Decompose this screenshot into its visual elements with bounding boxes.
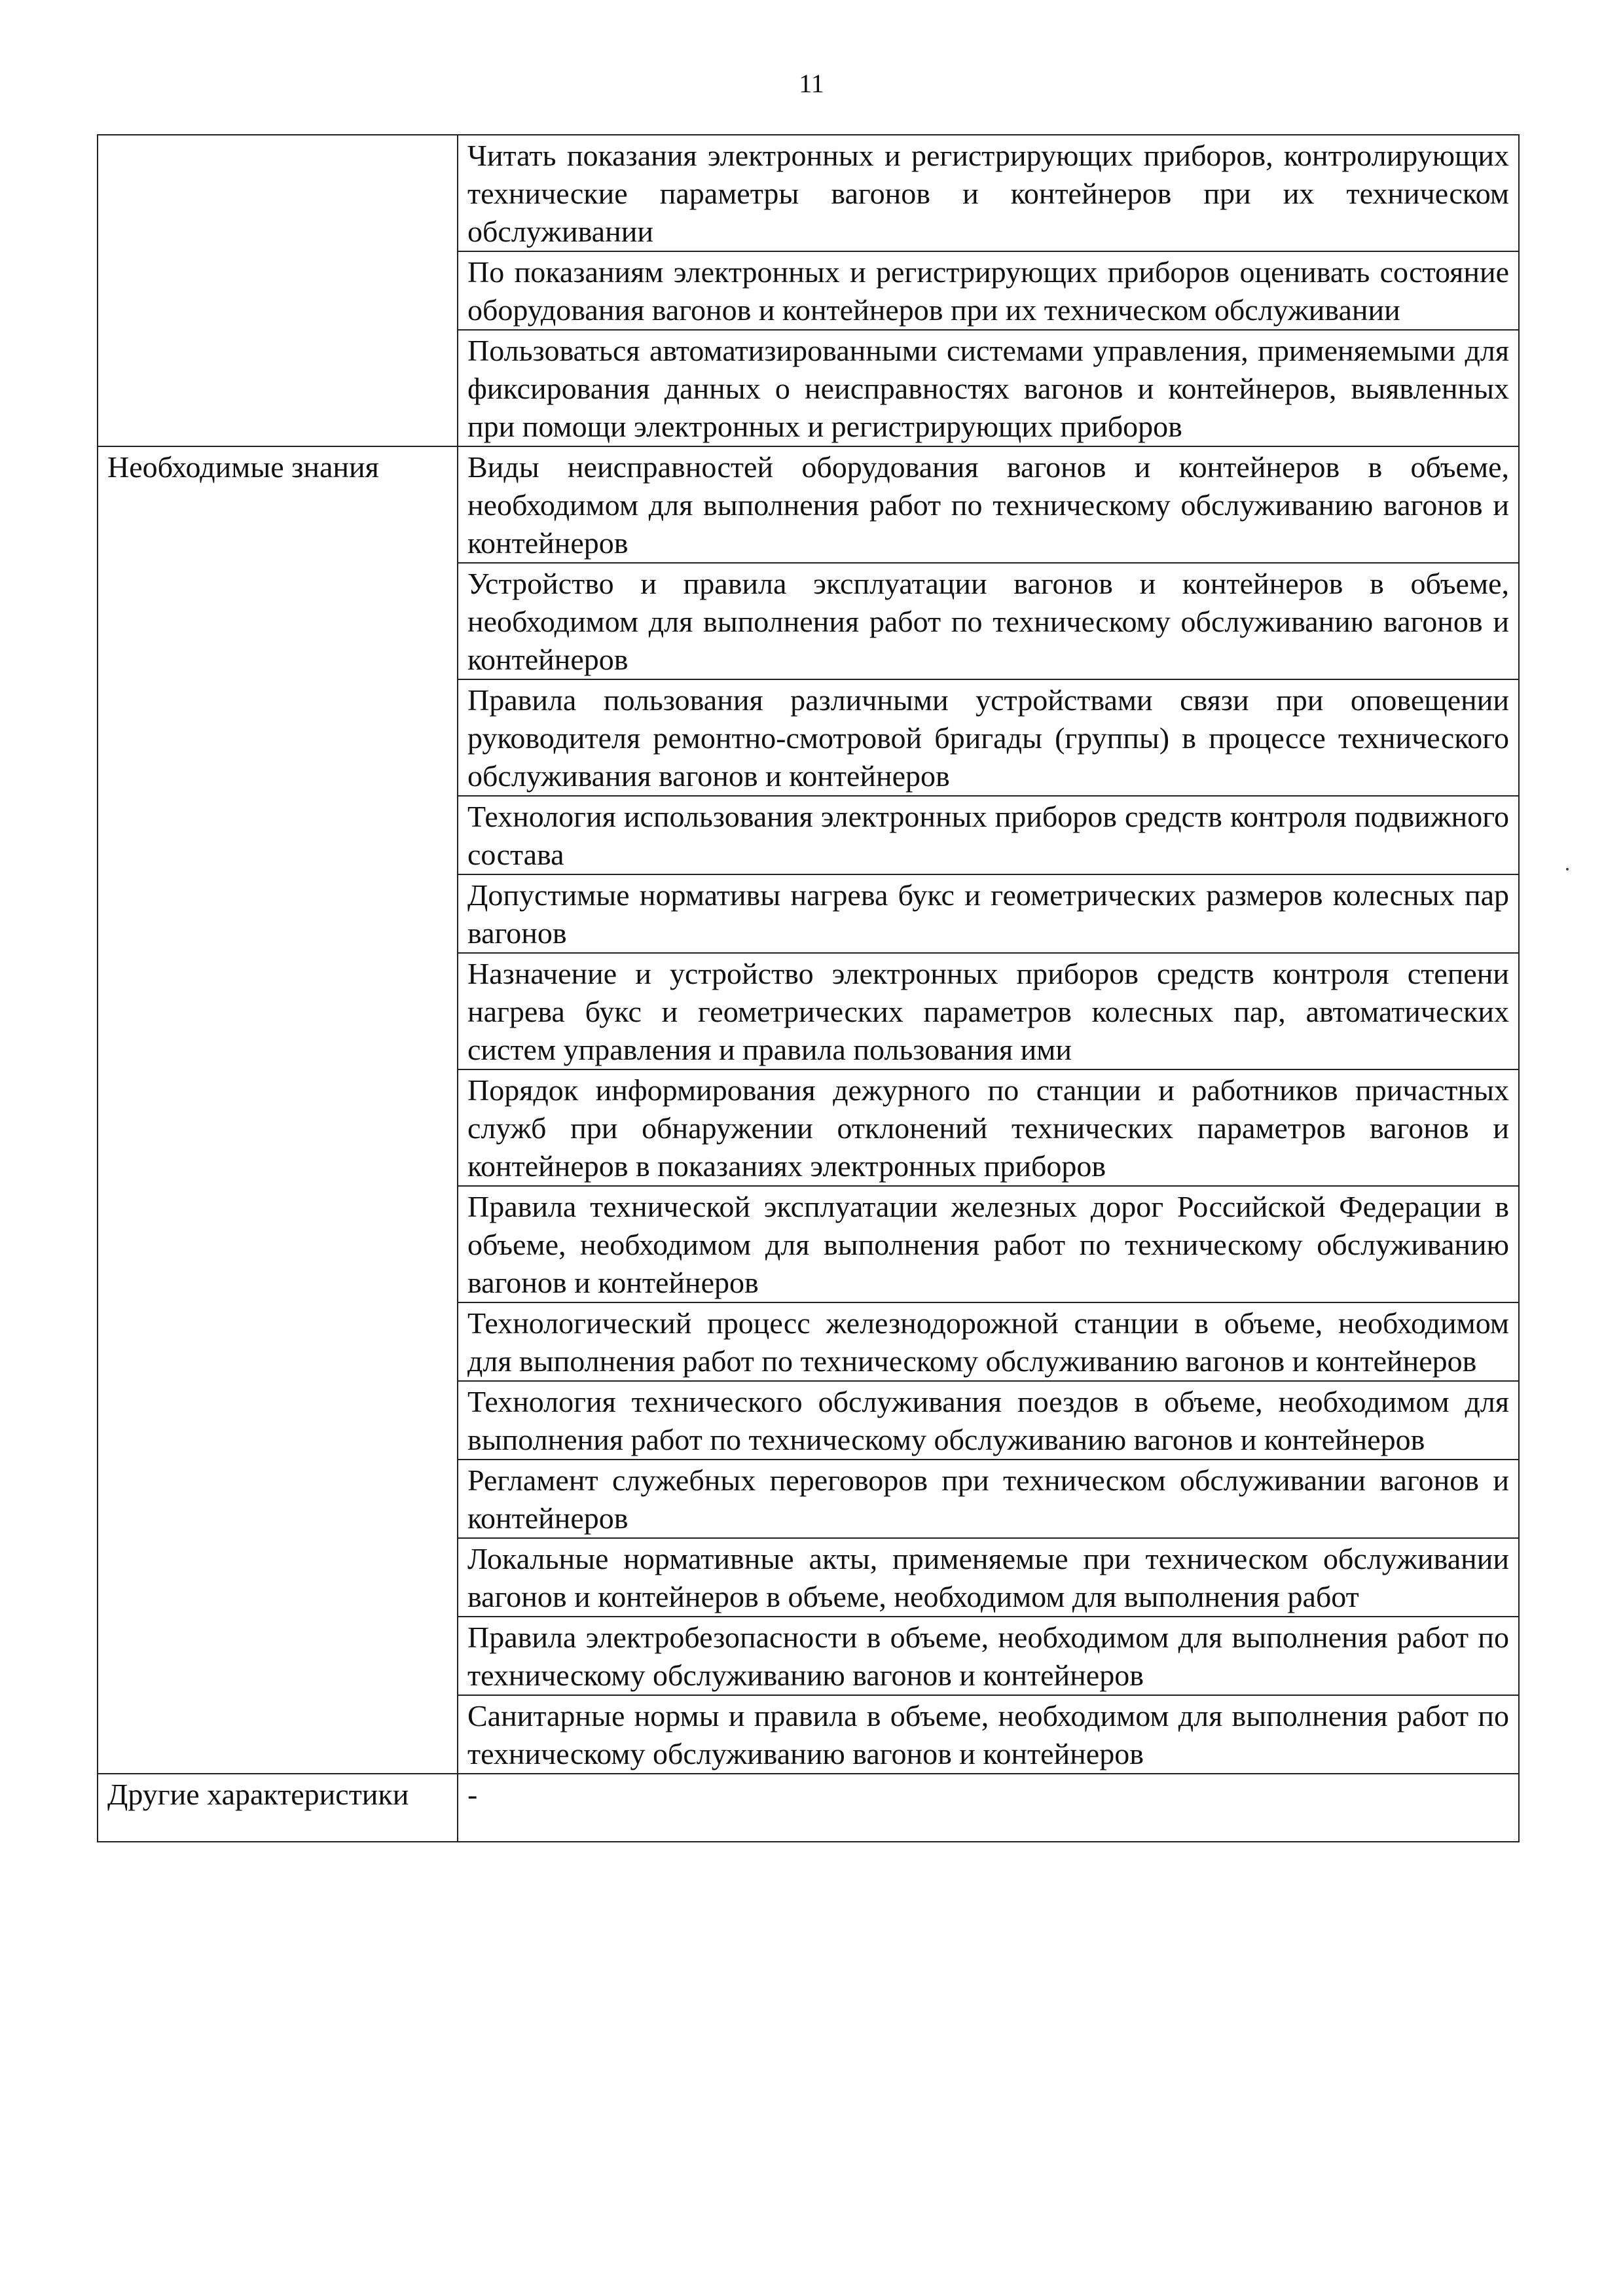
requirement-item: Виды неисправностей оборудования вагонов и контейнеров в объеме, необходимом для выполнения работ по техническому обслуживанию вагонов и контейнеров <box>458 446 1519 563</box>
requirement-item: Читать показания электронных и регистрирующих приборов, контролирующих технические параметры вагонов и контейнеров при их техническом обслуживании <box>458 135 1519 251</box>
requirement-item: Допустимые нормативы нагрева букс и геометрических размеров колесных пар вагонов <box>458 874 1519 953</box>
requirement-item: Пользоваться автоматизированными системами управления, применяемыми для фиксирования данных о неисправностях вагонов и контейнеров, выявленных при помощи электронных и регистрирующих приборов <box>458 330 1519 446</box>
requirement-item: Технология технического обслуживания поездов в объеме, необходимом для выполнения работ по техническому обслуживанию вагонов и контейнеров <box>458 1381 1519 1460</box>
requirement-item: Локальные нормативные акты, применяемые при техническом обслуживании вагонов и контейнеров в объеме, необходимом для выполнения работ <box>458 1538 1519 1617</box>
requirement-item: Технология использования электронных приборов средств контроля подвижного состава <box>458 796 1519 874</box>
scan-speck <box>1566 868 1569 870</box>
requirement-item: Правила электробезопасности в объеме, необходимом для выполнения работ по техническому обслуживанию вагонов и контейнеров <box>458 1617 1519 1695</box>
requirement-item: Правила пользования различными устройствами связи при оповещении руководителя ремонтно-смотровой бригады (группы) в процессе технического обслуживания вагонов и контейнеров <box>458 679 1519 796</box>
requirement-item: Назначение и устройство электронных приборов средств контроля степени нагрева букс и геометрических параметров колесных пар, автоматических систем управления и правила пользования ими <box>458 953 1519 1069</box>
table-row <box>98 446 1519 563</box>
section-label: Необходимые знания <box>98 446 458 1774</box>
page-number: 11 <box>799 69 824 98</box>
table-row <box>98 135 1519 251</box>
requirement-item: - <box>458 1774 1519 1842</box>
requirement-item: Санитарные нормы и правила в объеме, необходимом для выполнения работ по техническому обслуживанию вагонов и контейнеров <box>458 1695 1519 1774</box>
requirements-table <box>97 134 1520 1842</box>
requirement-item: Регламент служебных переговоров при техническом обслуживании вагонов и контейнеров <box>458 1460 1519 1538</box>
section-label <box>98 135 458 446</box>
requirement-item: По показаниям электронных и регистрирующих приборов оценивать состояние оборудования вагонов и контейнеров при их техническом обслуживании <box>458 251 1519 330</box>
requirement-item: Технологический процесс железнодорожной станции в объеме, необходимом для выполнения работ по техническому обслуживанию вагонов и контейнеров <box>458 1302 1519 1381</box>
section-label: Другие характеристики <box>98 1774 458 1842</box>
requirement-item: Правила технической эксплуатации железных дорог Российской Федерации в объеме, необходимом для выполнения работ по техническому обслуживанию вагонов и контейнеров <box>458 1186 1519 1302</box>
requirement-item: Порядок информирования дежурного по станции и работников причастных служб при обнаружении отклонений технических параметров вагонов и контейнеров в показаниях электронных приборов <box>458 1069 1519 1186</box>
table-row <box>98 1774 1519 1842</box>
requirement-item: Устройство и правила эксплуатации вагонов и контейнеров в объеме, необходимом для выполнения работ по техническому обслуживанию вагонов и контейнеров <box>458 563 1519 679</box>
